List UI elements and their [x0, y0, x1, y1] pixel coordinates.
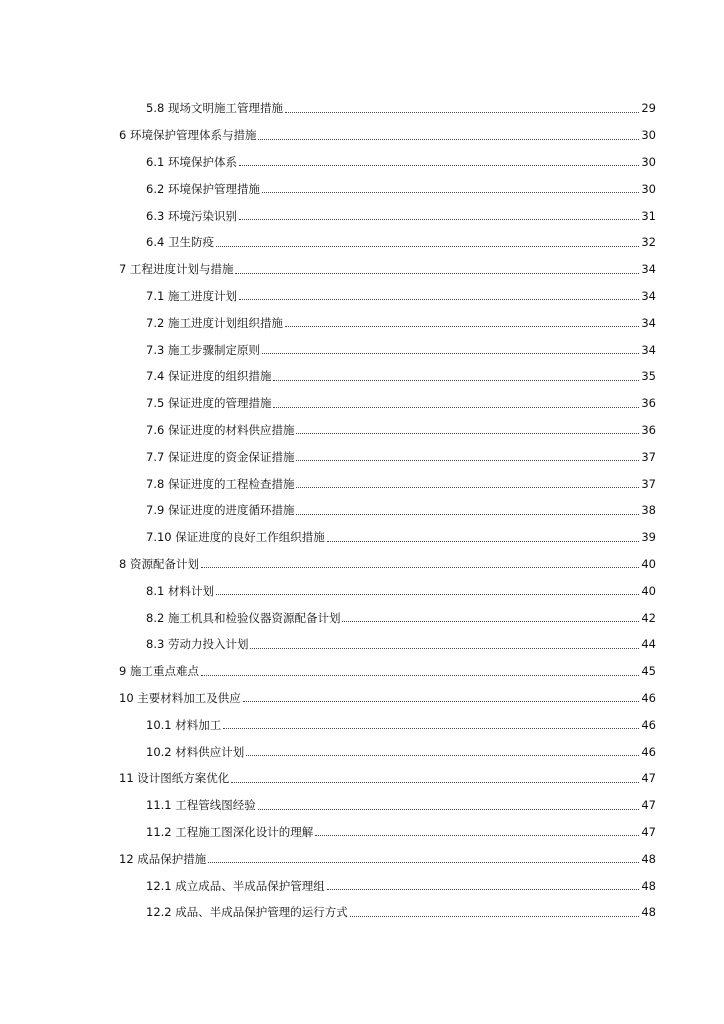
- toc-entry-page-number: 34: [641, 342, 656, 357]
- toc-entry-title: 7.8 保证进度的工程检查措施: [146, 476, 295, 491]
- toc-entry-title: 8 资源配备计划: [119, 556, 199, 571]
- toc-entry[interactable]: [0, 685, 724, 712]
- toc-entry[interactable]: [0, 95, 724, 122]
- toc-entry-title: 11.2 工程施工图深化设计的理解: [146, 824, 314, 839]
- toc-dot-leader: [296, 432, 639, 434]
- toc-entry-page-number: 46: [641, 690, 656, 705]
- toc-entry[interactable]: [0, 149, 724, 176]
- toc-dot-leader: [243, 700, 640, 702]
- toc-entry[interactable]: [0, 524, 724, 551]
- toc-entry-page-number: 38: [641, 503, 656, 518]
- toc-entry-page-number: 31: [641, 208, 656, 223]
- toc-dot-leader: [296, 513, 639, 515]
- toc-dot-leader: [350, 915, 640, 917]
- toc-dot-leader: [223, 727, 639, 729]
- toc-entry-title: 12 成品保护措施: [119, 851, 207, 866]
- toc-entry[interactable]: [0, 283, 724, 310]
- toc-entry-title: 7.1 施工进度计划: [146, 288, 237, 303]
- toc-entry-title: 10 主要材料加工及供应: [119, 690, 241, 705]
- toc-entry-page-number: 37: [641, 476, 656, 491]
- toc-entry-title: 8.3 劳动力投入计划: [146, 637, 249, 652]
- toc-entry[interactable]: [0, 336, 724, 363]
- toc-dot-leader: [262, 191, 639, 193]
- toc-dot-leader: [285, 325, 639, 327]
- toc-dot-leader: [239, 164, 639, 166]
- toc-dot-leader: [327, 540, 640, 542]
- toc-entry[interactable]: [0, 363, 724, 390]
- toc-entry-page-number: 30: [641, 154, 656, 169]
- toc-entry[interactable]: [0, 577, 724, 604]
- toc-dot-leader: [315, 834, 639, 836]
- toc-entry-page-number: 36: [641, 422, 656, 437]
- toc-entry-page-number: 29: [641, 101, 656, 116]
- toc-dot-leader: [239, 298, 639, 300]
- toc-entry[interactable]: [0, 631, 724, 658]
- toc-entry-page-number: 34: [641, 315, 656, 330]
- toc-entry[interactable]: [0, 390, 724, 417]
- toc-entry-title: 12.2 成品、半成品保护管理的运行方式: [146, 905, 348, 920]
- toc-dot-leader: [231, 781, 639, 783]
- toc-dot-leader: [258, 138, 639, 140]
- toc-entry-title: 7.7 保证进度的资金保证措施: [146, 449, 295, 464]
- toc-entry-page-number: 47: [641, 824, 656, 839]
- toc-entry-page-number: 48: [641, 878, 656, 893]
- toc-entry[interactable]: [0, 229, 724, 256]
- toc-entry[interactable]: [0, 309, 724, 336]
- toc-dot-leader: [246, 754, 639, 756]
- toc-dot-leader: [208, 861, 639, 863]
- toc-entry-title: 5.8 现场文明施工管理措施: [146, 101, 283, 116]
- toc-entry-page-number: 47: [641, 771, 656, 786]
- toc-entry[interactable]: [0, 819, 724, 846]
- toc-entry-title: 10.2 材料供应计划: [146, 744, 245, 759]
- toc-entry[interactable]: [0, 872, 724, 899]
- toc-entry[interactable]: [0, 604, 724, 631]
- toc-entry-title: 11 设计图纸方案优化: [119, 771, 230, 786]
- toc-entry[interactable]: [0, 765, 724, 792]
- toc-entry-page-number: 30: [641, 128, 656, 143]
- toc-entry[interactable]: [0, 202, 724, 229]
- toc-entry-page-number: 32: [641, 235, 656, 250]
- toc-entry-page-number: 48: [641, 851, 656, 866]
- toc-entry[interactable]: [0, 417, 724, 444]
- toc-dot-leader: [262, 352, 639, 354]
- toc-entry-page-number: 42: [641, 610, 656, 625]
- toc-entry-page-number: 39: [641, 530, 656, 545]
- toc-entry[interactable]: [0, 899, 724, 926]
- toc-entry-title: 7.3 施工步骤制定原则: [146, 342, 260, 357]
- toc-entry-title: 10.1 材料加工: [146, 717, 222, 732]
- toc-entry-page-number: 48: [641, 905, 656, 920]
- toc-entry-title: 6.2 环境保护管理措施: [146, 181, 260, 196]
- toc-entry-title: 9 施工重点难点: [119, 664, 199, 679]
- toc-entry-page-number: 34: [641, 288, 656, 303]
- toc-entry-page-number: 45: [641, 664, 656, 679]
- toc-entry[interactable]: [0, 551, 724, 578]
- toc-entry-title: 7.5 保证进度的管理措施: [146, 396, 272, 411]
- toc-entry-page-number: 40: [641, 583, 656, 598]
- toc-dot-leader: [216, 245, 639, 247]
- toc-dot-leader: [239, 218, 639, 220]
- toc-entry-page-number: 47: [641, 798, 656, 813]
- toc-entry-title: 8.1 材料计划: [146, 583, 214, 598]
- toc-entry[interactable]: [0, 443, 724, 470]
- toc-entry[interactable]: [0, 738, 724, 765]
- toc-entry-page-number: 40: [641, 556, 656, 571]
- toc-entry[interactable]: [0, 658, 724, 685]
- toc-dot-leader: [201, 674, 639, 676]
- toc-entry-title: 6.1 环境保护体系: [146, 154, 237, 169]
- toc-entry-title: 6.4 卫生防疫: [146, 235, 214, 250]
- toc-entry-title: 6 环境保护管理体系与措施: [119, 128, 257, 143]
- toc-entry[interactable]: [0, 470, 724, 497]
- toc-entry-page-number: 46: [641, 717, 656, 732]
- toc-entry-page-number: 44: [641, 637, 656, 652]
- table-of-contents: [0, 95, 724, 926]
- toc-dot-leader: [273, 406, 639, 408]
- toc-entry-title: 7 工程进度计划与措施: [119, 262, 234, 277]
- toc-entry-title: 12.1 成立成品、半成品保护管理组: [146, 878, 325, 893]
- toc-entry-page-number: 36: [641, 396, 656, 411]
- toc-entry-title: 7.4 保证进度的组织措施: [146, 369, 272, 384]
- toc-entry-title: 6.3 环境污染识别: [146, 208, 237, 223]
- toc-dot-leader: [296, 459, 639, 461]
- toc-entry-page-number: 34: [641, 262, 656, 277]
- toc-dot-leader: [250, 647, 639, 649]
- toc-entry[interactable]: [0, 256, 724, 283]
- toc-dot-leader: [258, 808, 640, 810]
- toc-entry[interactable]: [0, 845, 724, 872]
- toc-entry-title: 11.1 工程管线图经验: [146, 798, 256, 813]
- toc-entry[interactable]: [0, 175, 724, 202]
- toc-dot-leader: [216, 593, 639, 595]
- toc-entry-title: 8.2 施工机具和检验仪器资源配备计划: [146, 610, 341, 625]
- toc-entry-page-number: 35: [641, 369, 656, 384]
- toc-entry[interactable]: [0, 711, 724, 738]
- toc-dot-leader: [201, 566, 639, 568]
- toc-entry-title: 7.9 保证进度的进度循环措施: [146, 503, 295, 518]
- toc-entry[interactable]: [0, 497, 724, 524]
- toc-dot-leader: [342, 620, 639, 622]
- toc-dot-leader: [235, 272, 639, 274]
- toc-dot-leader: [285, 111, 639, 113]
- toc-entry-title: 7.6 保证进度的材料供应措施: [146, 422, 295, 437]
- toc-entry[interactable]: [0, 792, 724, 819]
- toc-dot-leader: [273, 379, 639, 381]
- toc-dot-leader: [296, 486, 639, 488]
- toc-entry-page-number: 30: [641, 181, 656, 196]
- toc-entry-page-number: 37: [641, 449, 656, 464]
- toc-entry[interactable]: [0, 122, 724, 149]
- toc-dot-leader: [327, 888, 640, 890]
- toc-entry-title: 7.10 保证进度的良好工作组织措施: [146, 530, 325, 545]
- toc-entry-page-number: 46: [641, 744, 656, 759]
- toc-entry-title: 7.2 施工进度计划组织措施: [146, 315, 283, 330]
